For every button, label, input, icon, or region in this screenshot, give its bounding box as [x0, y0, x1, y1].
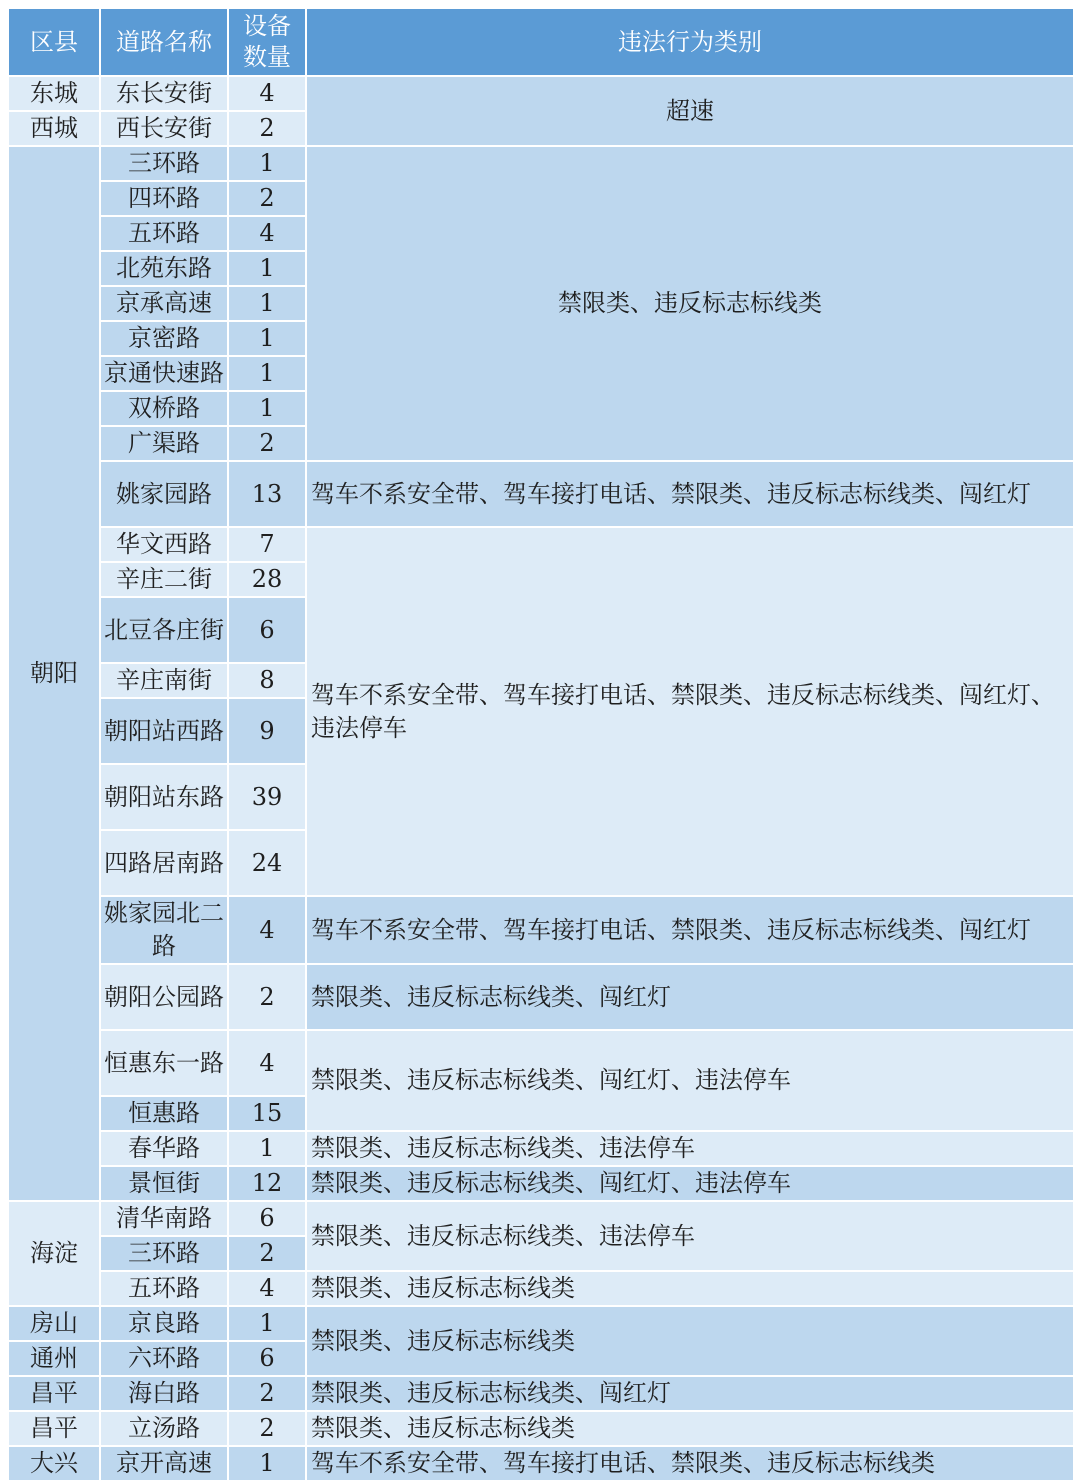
violation-cell: 禁限类、违反标志标线类、闯红灯 [306, 1376, 1074, 1411]
count-cell: 4 [228, 1271, 306, 1306]
count-cell: 39 [228, 764, 306, 830]
table-row [8, 1411, 1074, 1446]
table-row [8, 1166, 1074, 1201]
violation-cell: 驾车不系安全带、驾车接打电话、禁限类、违反标志标线类、闯红灯 [306, 461, 1074, 527]
violation-cell: 驾车不系安全带、驾车接打电话、禁限类、违反标志标线类 [306, 1446, 1074, 1481]
road-cell: 景恒街 [100, 1166, 228, 1201]
road-cell: 朝阳站西路 [100, 698, 228, 764]
count-cell: 24 [228, 830, 306, 896]
table-row [8, 964, 1074, 1030]
road-cell: 恒惠东一路 [100, 1030, 228, 1096]
road-cell: 京开高速 [100, 1446, 228, 1481]
road-cell: 四环路 [100, 181, 228, 216]
violation-cell: 禁限类、违反标志标线类、闯红灯、违法停车 [306, 1166, 1074, 1201]
count-cell: 2 [228, 1236, 306, 1271]
road-cell: 五环路 [100, 1271, 228, 1306]
count-cell: 1 [228, 1446, 306, 1481]
district-cell: 西城 [8, 111, 100, 146]
table-row [8, 1201, 1074, 1236]
header-row [8, 8, 1074, 76]
road-cell: 北苑东路 [100, 251, 228, 286]
violation-cell: 禁限类、违反标志标线类 [306, 1411, 1074, 1446]
count-cell: 1 [228, 146, 306, 181]
header-district: 区县 [8, 8, 100, 76]
violation-cell: 禁限类、违反标志标线类、违法停车 [306, 1131, 1074, 1166]
count-cell: 2 [228, 1411, 306, 1446]
count-cell: 8 [228, 663, 306, 698]
road-cell: 六环路 [100, 1341, 228, 1376]
road-cell: 立汤路 [100, 1411, 228, 1446]
count-cell: 2 [228, 111, 306, 146]
table-row [8, 527, 1074, 562]
count-cell: 28 [228, 562, 306, 597]
road-cell: 广渠路 [100, 426, 228, 461]
count-cell: 1 [228, 251, 306, 286]
table-row [8, 76, 1074, 111]
count-cell: 2 [228, 1376, 306, 1411]
count-cell: 2 [228, 964, 306, 1030]
road-cell: 恒惠路 [100, 1096, 228, 1131]
road-cell: 姚家园路 [100, 461, 228, 527]
table-row [8, 146, 1074, 181]
district-cell: 房山 [8, 1306, 100, 1341]
district-cell: 海淀 [8, 1201, 100, 1306]
road-cell: 辛庄南街 [100, 663, 228, 698]
table-row [8, 1131, 1074, 1166]
district-cell: 朝阳 [8, 146, 100, 1201]
district-cell: 昌平 [8, 1411, 100, 1446]
road-cell: 京通快速路 [100, 356, 228, 391]
table-row [8, 1306, 1074, 1341]
road-cell: 京承高速 [100, 286, 228, 321]
table-row [8, 1271, 1074, 1306]
violation-cell: 禁限类、违反标志标线类 [306, 1271, 1074, 1306]
count-cell: 6 [228, 597, 306, 663]
count-cell: 1 [228, 286, 306, 321]
road-cell: 四路居南路 [100, 830, 228, 896]
district-cell: 通州 [8, 1341, 100, 1376]
road-cell: 海白路 [100, 1376, 228, 1411]
header-violation: 违法行为类别 [306, 8, 1074, 76]
violation-cell: 驾车不系安全带、驾车接打电话、禁限类、违反标志标线类、闯红灯、违法停车 [306, 527, 1074, 896]
road-cell: 华文西路 [100, 527, 228, 562]
table-row [8, 896, 1074, 964]
count-cell: 4 [228, 1030, 306, 1096]
header-road: 道路名称 [100, 8, 228, 76]
violation-cell: 禁限类、违反标志标线类、闯红灯、违法停车 [306, 1030, 1074, 1131]
count-cell: 6 [228, 1341, 306, 1376]
violation-cell: 禁限类、违反标志标线类 [306, 1306, 1074, 1376]
count-cell: 1 [228, 1131, 306, 1166]
count-cell: 2 [228, 181, 306, 216]
violation-cell: 禁限类、违反标志标线类、闯红灯 [306, 964, 1074, 1030]
violation-cell: 超速 [306, 76, 1074, 146]
road-cell: 朝阳公园路 [100, 964, 228, 1030]
count-cell: 13 [228, 461, 306, 527]
count-cell: 15 [228, 1096, 306, 1131]
road-cell: 朝阳站东路 [100, 764, 228, 830]
count-cell: 4 [228, 216, 306, 251]
road-cell: 东长安街 [100, 76, 228, 111]
road-cell: 西长安街 [100, 111, 228, 146]
road-cell: 双桥路 [100, 391, 228, 426]
road-cell: 北豆各庄街 [100, 597, 228, 663]
count-cell: 2 [228, 426, 306, 461]
road-cell: 辛庄二街 [100, 562, 228, 597]
count-cell: 1 [228, 1306, 306, 1341]
road-cell: 京密路 [100, 321, 228, 356]
violation-cell: 禁限类、违反标志标线类 [306, 146, 1074, 461]
count-cell: 9 [228, 698, 306, 764]
table-row [8, 461, 1074, 527]
table-row [8, 1446, 1074, 1481]
count-cell: 12 [228, 1166, 306, 1201]
violation-table [7, 7, 1075, 1482]
violation-cell: 驾车不系安全带、驾车接打电话、禁限类、违反标志标线类、闯红灯 [306, 896, 1074, 964]
header-count [228, 8, 306, 76]
road-cell: 春华路 [100, 1131, 228, 1166]
road-cell: 清华南路 [100, 1201, 228, 1236]
road-cell: 五环路 [100, 216, 228, 251]
road-cell: 京良路 [100, 1306, 228, 1341]
count-cell: 6 [228, 1201, 306, 1236]
district-cell: 昌平 [8, 1376, 100, 1411]
district-cell: 大兴 [8, 1446, 100, 1481]
count-cell: 1 [228, 321, 306, 356]
count-cell: 4 [228, 896, 306, 964]
district-cell: 东城 [8, 76, 100, 111]
count-cell: 1 [228, 391, 306, 426]
violation-cell: 禁限类、违反标志标线类、违法停车 [306, 1201, 1074, 1271]
road-cell: 三环路 [100, 1236, 228, 1271]
header-count-text: 设备 数量 [243, 12, 291, 71]
table-row [8, 1376, 1074, 1411]
count-cell: 7 [228, 527, 306, 562]
count-cell: 1 [228, 356, 306, 391]
count-cell: 4 [228, 76, 306, 111]
table-row [8, 1030, 1074, 1096]
road-cell: 三环路 [100, 146, 228, 181]
road-cell: 姚家园北二路 [100, 896, 228, 964]
